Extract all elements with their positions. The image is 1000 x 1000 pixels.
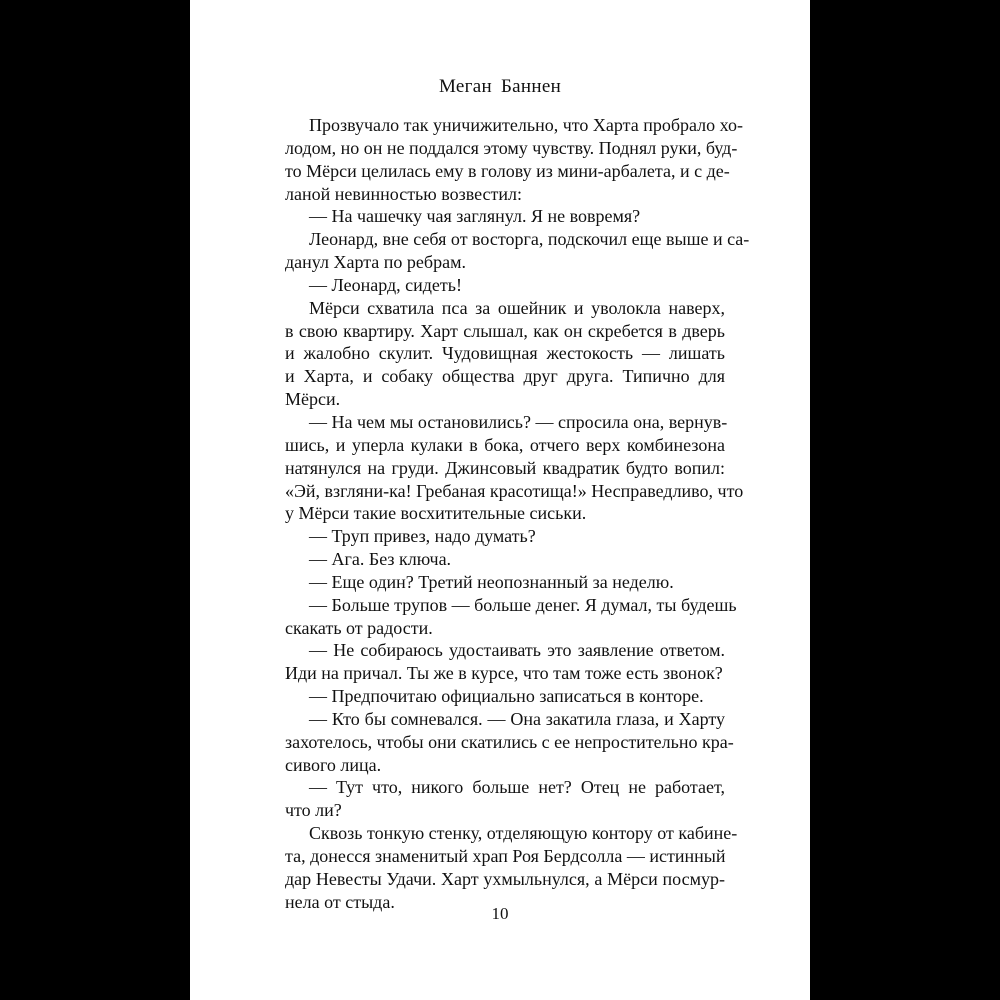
text-line: — Больше трупов — больше денег. Я думал, ты будешь bbox=[309, 594, 737, 615]
text-line: Сквозь тонкую стенку, отделяющую контору от кабине- bbox=[309, 823, 738, 844]
text-line: нела от стыда. bbox=[285, 891, 395, 912]
text-line: Мёрси. bbox=[285, 389, 341, 410]
page-body-text bbox=[285, 114, 750, 914]
page-number: 10 bbox=[491, 904, 509, 923]
text-line: и жалобно скулит. Чудовищная жестокость — лишать bbox=[285, 343, 725, 364]
text-line: дар Невесты Удачи. Харт ухмыльнулся, а Мёрси посмур- bbox=[285, 868, 725, 889]
text-line: Прозвучало так уничижительно, что Харта пробрало хо- bbox=[309, 115, 743, 135]
text-line: шись, и уперла кулаки в бока, отчего верх комбинезона bbox=[285, 434, 725, 455]
running-head-author: Меган Баннен bbox=[438, 76, 562, 97]
text-line: — Кто бы сомневался. — Она закатила глаза, и Харту bbox=[309, 708, 725, 729]
text-line: ланой невинностью возвестил: bbox=[285, 183, 523, 204]
text-line: — Не собираюсь удостаивать это заявление ответом. bbox=[309, 640, 725, 661]
text-line: — Тут что, никого больше нет? Отец не работает, bbox=[309, 777, 725, 798]
text-line: та, донесся знаменитый храп Роя Бердсолла — истинный bbox=[285, 846, 726, 866]
text-line: Мёрси схватила пса за ошейник и уволокла наверх, bbox=[309, 297, 725, 318]
text-line: — Леонард, сидеть! bbox=[309, 274, 462, 295]
book-page bbox=[190, 0, 810, 1000]
text-line: и Харта, и собаку общества друг друга. Типично для bbox=[285, 366, 725, 387]
text-line: лодом, но он не поддался этому чувству. Поднял руки, буд- bbox=[285, 137, 738, 158]
text-line: то Мёрси целилась ему в голову из мини-арбалета, и с де- bbox=[285, 160, 730, 181]
text-line: Иди на причал. Ты же в курсе, что там тоже есть звонок? bbox=[285, 663, 723, 684]
text-line: «Эй, взгляни-ка! Гребаная красотища!» Несправедливо, что bbox=[285, 480, 744, 501]
text-line: — Предпочитаю официально записаться в конторе. bbox=[309, 686, 704, 707]
text-line: Леонард, вне себя от восторга, подскочил еще выше и са- bbox=[309, 229, 750, 250]
text-line: сивого лица. bbox=[285, 754, 382, 775]
text-line: натянулся на груди. Джинсовый квадратик будто вопил: bbox=[285, 457, 725, 478]
text-line: — Ага. Без ключа. bbox=[309, 549, 452, 570]
text-line: что ли? bbox=[285, 800, 342, 821]
text-line: — На чашечку чая заглянул. Я не вовремя? bbox=[309, 206, 641, 227]
text-line: — На чем мы остановились? — спросила она, вернув- bbox=[309, 411, 728, 432]
text-line: — Труп привез, надо думать? bbox=[309, 526, 536, 547]
text-line: захотелось, чтобы они скатились с ее непростительно кра- bbox=[285, 731, 734, 752]
text-line: в свою квартиру. Харт слышал, как он скребется в дверь bbox=[285, 320, 725, 341]
text-line: данул Харта по ребрам. bbox=[285, 252, 466, 273]
text-line: скакать от радости. bbox=[285, 617, 433, 638]
text-line: у Мёрси такие восхитительные сиськи. bbox=[285, 503, 587, 524]
text-line: — Еще один? Третий неопознанный за неделю. bbox=[309, 571, 674, 592]
